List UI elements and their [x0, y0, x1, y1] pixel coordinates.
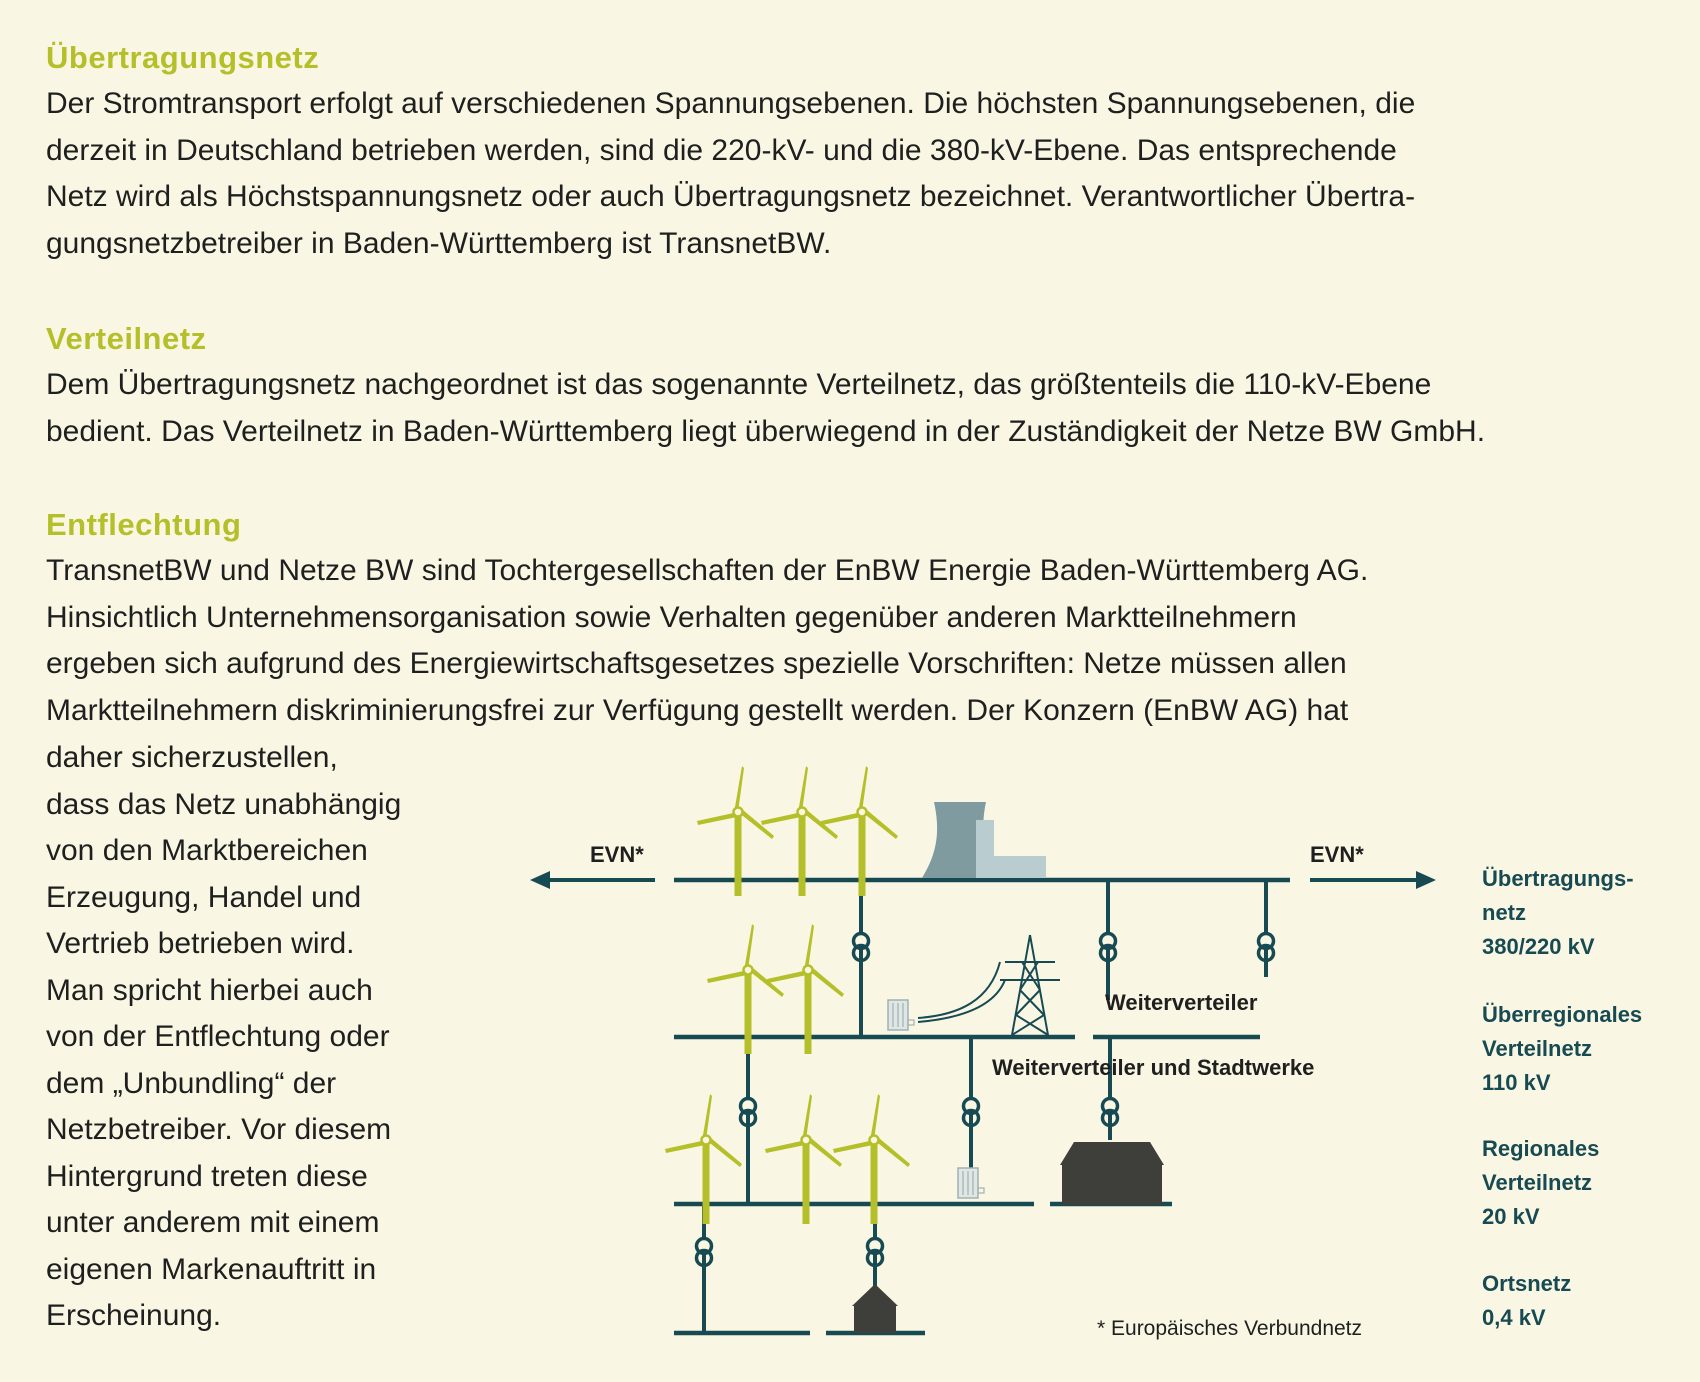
- svg-text:Überregionales: Überregionales: [1482, 1002, 1643, 1027]
- evn-label-right: EVN*: [1310, 842, 1364, 867]
- section-uebertragungsnetz: [46, 35, 1666, 267]
- level-label-uebertragungsnetz: [1482, 866, 1634, 959]
- entflechtung-continuation: [46, 735, 486, 1340]
- wind-turbine-icon: [821, 766, 898, 896]
- svg-text:netz: netz: [1482, 900, 1526, 925]
- svg-text:Verteilnetz: Verteilnetz: [1482, 1036, 1593, 1061]
- weiterverteiler-stadtwerke-label: Weiterverteiler und Stadtwerke: [992, 1055, 1315, 1080]
- svg-text:Verteilnetz: Verteilnetz: [1482, 1170, 1593, 1195]
- svg-text:20 kV: 20 kV: [1482, 1204, 1540, 1229]
- transformer-icon: [1259, 934, 1274, 961]
- section-entflechtung: [46, 502, 1666, 734]
- transformer-icon: [964, 1099, 979, 1126]
- wind-turbine-icon: [767, 924, 844, 1054]
- level-label-ortsnetz: [1482, 1271, 1571, 1330]
- svg-text:Ortsnetz: Ortsnetz: [1482, 1271, 1572, 1296]
- wind-turbine-icon: [697, 766, 774, 896]
- pylon-icon: [918, 935, 1060, 1035]
- transformer-icon: [697, 1239, 712, 1266]
- wind-turbine-icon: [761, 766, 838, 896]
- svg-text:Regionales: Regionales: [1482, 1136, 1600, 1161]
- weiterverteiler-label: Weiterverteiler: [1105, 990, 1258, 1015]
- section-heading: Übertragungsnetz: [46, 40, 320, 75]
- wind-turbine-icon: [833, 1094, 910, 1224]
- footnote: * Europäisches Verbundnetz: [1097, 1317, 1363, 1340]
- substation-icon: [888, 1000, 914, 1030]
- section-paragraph: Dem Übertragungsnetz nachgeordnet ist das sogenannte Verteilnetz, das größtenteils die 110-kV-Ebene bedient. Das Verteilnetz in Baden-Württemberg liegt überwiegend in der Zuständigkeit der Netze BW GmbH.: [46, 368, 1486, 448]
- section-paragraph: TransnetBW und Netze BW sind Tochtergesellschaften der EnBW Energie Baden-Württemberg AG. Hinsichtlich Unternehmensorganisation sowie Verhalten gegenüber anderen Marktteilnehmern ergeben sich aufgrund des Energiewirtschaftsgesetzes spezielle Vorschriften: Netze müssen allen Marktteilnehmern diskriminierungsfrei zur Verfügung gestellt werden. Der Konzern (EnBW AG) hat: [46, 554, 1369, 727]
- level-label-regionales-verteilnetz: [1482, 1136, 1599, 1229]
- evn-label-left: EVN*: [590, 842, 644, 867]
- power-plant-icon: [922, 802, 1046, 878]
- section-paragraph: Der Stromtransport erfolgt auf verschiedenen Spannungsebenen. Die höchsten Spannungsebenen, die derzeit in Deutschland betrieben werden, sind die 220-kV- und die 380-kV-Ebene. Das entsprechende Netz wird als Höchstspannungsnetz oder auch Übertragungsnetz bezeichnet. Verantwortlicher Übertra- gungsnetzbetreiber in Baden-Württemberg ist TransnetBW.: [46, 87, 1416, 260]
- industry-building-icon: [1060, 1142, 1164, 1205]
- section-paragraph-continuation: daher sicherzustellen, dass das Netz unabhängig von den Marktbereichen Erzeugung, Handel und Vertrieb betrieben wird. Man spricht hierbei auch von der Entflechtung oder dem „Unbundling“ der Netzbetreiber. Vor diesem Hintergrund treten diese unter anderem mit einem eigenen Markenauftritt in Erscheinung.: [46, 741, 402, 1332]
- transformer-icon: [868, 1239, 883, 1266]
- transformer-icon: [741, 1099, 756, 1126]
- svg-text:Übertragungs-: Übertragungs-: [1482, 866, 1634, 891]
- transformer-icon: [854, 934, 869, 961]
- wind-turbine-icon: [665, 1094, 742, 1224]
- transformer-icon: [1101, 934, 1116, 961]
- evn-arrow-right: [1310, 871, 1436, 889]
- house-icon: [852, 1284, 898, 1333]
- transformer-icon: [1103, 1099, 1118, 1126]
- wind-turbine-icon: [707, 924, 784, 1054]
- svg-text:380/220 kV: 380/220 kV: [1482, 934, 1595, 959]
- connectors: [704, 880, 1266, 1333]
- evn-arrow-left: [530, 871, 655, 889]
- section-verteilnetz: [46, 316, 1666, 455]
- wind-turbine-icon: [765, 1094, 842, 1224]
- svg-text:0,4 kV: 0,4 kV: [1482, 1305, 1546, 1330]
- section-heading: Entflechtung: [46, 507, 242, 542]
- section-heading: Verteilnetz: [46, 321, 207, 356]
- svg-text:110 kV: 110 kV: [1482, 1070, 1551, 1095]
- level-label-ueberregionales-verteilnetz: [1482, 1002, 1642, 1095]
- substation-icon: [958, 1168, 984, 1198]
